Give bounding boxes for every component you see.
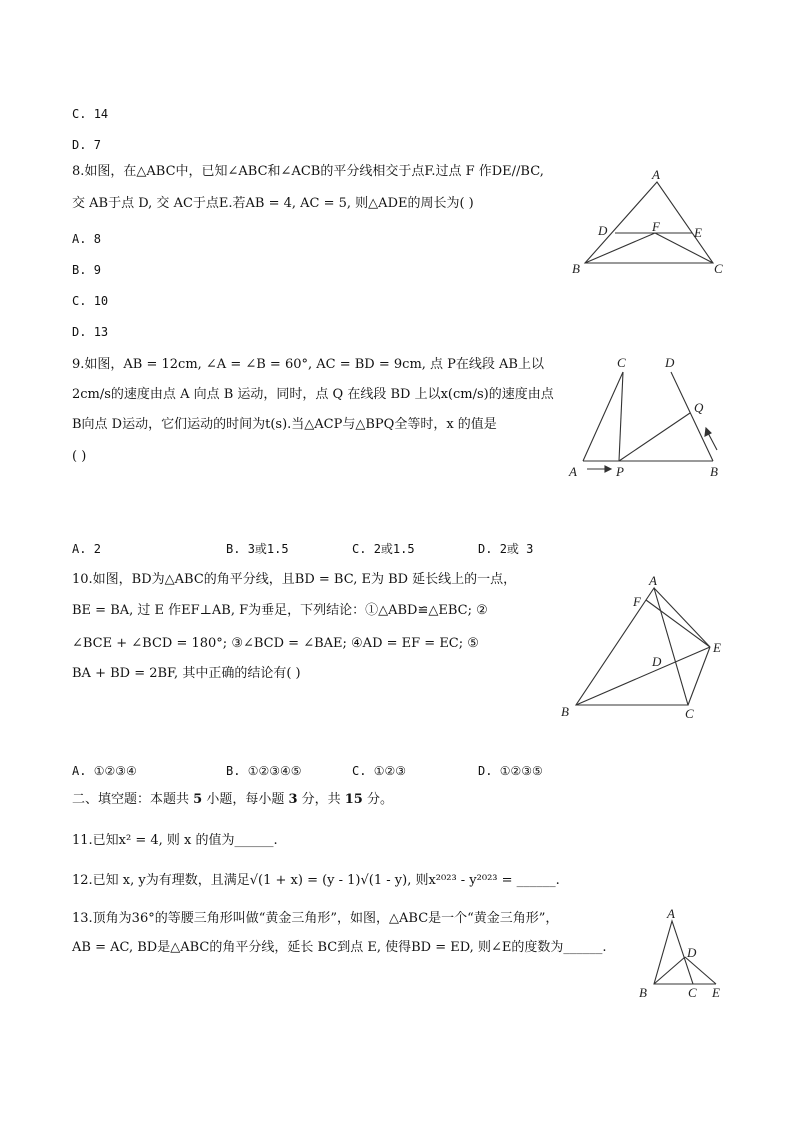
- label-b: B: [561, 704, 569, 719]
- points-each: 3: [288, 792, 298, 807]
- option-value: ①②③: [373, 764, 406, 778]
- label-q: Q: [694, 400, 704, 415]
- total-points: 15: [344, 792, 363, 807]
- q13-stem-line1: 13.顶角为36°的等腰三角形叫做“黄金三角形”，如图，△ABC是一个“黄金三角形”，: [72, 911, 559, 926]
- label-d: D: [598, 223, 608, 238]
- option-value: 7: [93, 138, 101, 152]
- option-label: D.: [72, 138, 87, 152]
- segment-ef: [646, 600, 710, 647]
- label-c: C: [685, 706, 694, 721]
- label-b: B: [639, 985, 647, 1000]
- q8-stem-line2: 交 AB于点 D, 交 AC于点E.若AB = 4, AC = 5, 则△ADE的周长为( ): [72, 196, 474, 211]
- q8-option-d: [72, 324, 108, 340]
- segment-ce: [688, 647, 710, 705]
- q10-stem-line2: BE = BA, 过 E 作EF⊥AB, F为垂足，下列结论：①△ABD≌△EBC; ②: [72, 603, 488, 618]
- segment-ac: [583, 372, 623, 461]
- q9-option-c: [352, 541, 415, 557]
- arrow-up-icon: [705, 428, 711, 436]
- label-b: B: [710, 464, 718, 479]
- label-c: C: [617, 355, 626, 370]
- q7-option-c: [72, 106, 108, 122]
- option-value: ①②③④: [93, 764, 137, 778]
- heading-text: 分。: [362, 792, 393, 807]
- q11-stem: 11.已知x² = 4, 则 x 的值为______.: [72, 833, 278, 848]
- q10-option-a: [72, 763, 137, 779]
- heading-text: 小题，每小题: [202, 792, 289, 807]
- option-label: A.: [72, 542, 87, 556]
- q9-stem-line3: B向点 D运动，它们运动的时间为t(s).当△ACP与△BPQ全等时，x 的值是: [72, 417, 497, 432]
- q8-stem-line1: 8.如图，在△ABC中，已知∠ABC和∠ACB的平分线相交于点F.过点 F 作DE//BC,: [72, 164, 544, 179]
- segment-de: [685, 957, 716, 984]
- q7-option-d: [72, 137, 101, 153]
- option-value: 14: [93, 107, 109, 121]
- option-value: 8: [93, 232, 101, 246]
- option-value: 3或1.5: [247, 542, 289, 556]
- heading-text: 二、填空题：本题共: [72, 792, 194, 807]
- label-p: P: [616, 464, 624, 479]
- section-heading-fill-in: [72, 791, 393, 809]
- q9-option-a: [72, 541, 101, 557]
- q10-stem-line3: ∠BCE + ∠BCD = 180°; ③∠BCD = ∠BAE; ④AD = EF = EC; ⑤: [72, 636, 479, 651]
- segment-bf: [585, 233, 655, 263]
- label-e: E: [712, 985, 720, 1000]
- option-value: 9: [93, 263, 101, 277]
- segment-cp: [619, 372, 623, 461]
- option-value: 10: [93, 294, 109, 308]
- option-label: D.: [72, 325, 87, 339]
- label-a: A: [569, 464, 577, 479]
- label-d: D: [652, 654, 662, 669]
- q9-option-d: [478, 541, 533, 557]
- q13-figure: [633, 905, 743, 1000]
- option-value: 2或1.5: [373, 542, 415, 556]
- label-c: C: [714, 261, 723, 276]
- label-d: D: [687, 945, 697, 960]
- label-f: F: [633, 594, 641, 609]
- option-label: C.: [72, 294, 87, 308]
- q10-stem-line1: 10.如图，BD为△ABC的角平分线，且BD = BC, E为 BD 延长线上的一点，: [72, 572, 517, 587]
- label-a: A: [667, 906, 675, 921]
- q10-option-d: [478, 763, 543, 779]
- label-f: F: [652, 219, 660, 234]
- option-label: D.: [478, 542, 493, 556]
- segment-cf: [655, 233, 713, 263]
- option-label: D.: [478, 764, 493, 778]
- q8-option-a: [72, 231, 101, 247]
- q8-option-b: [72, 262, 101, 278]
- option-label: C.: [72, 107, 87, 121]
- q9-stem-line4: ( ): [72, 449, 87, 464]
- option-value: ①②③④⑤: [247, 764, 302, 778]
- label-e: E: [713, 640, 721, 655]
- question-count: 5: [193, 792, 203, 807]
- label-b: B: [572, 261, 580, 276]
- option-label: C.: [352, 542, 367, 556]
- q12-stem: 12.已知 x, y为有理数，且满足√(1 + x) = (y - 1)√(1 - y), 则x²⁰²³ - y²⁰²³ = ______.: [72, 873, 560, 888]
- q10-option-b: [226, 763, 301, 779]
- option-label: B.: [72, 263, 87, 277]
- option-value: 2: [93, 542, 101, 556]
- arrow-right-icon: [605, 466, 611, 472]
- label-c: C: [688, 985, 697, 1000]
- option-label: B.: [226, 542, 241, 556]
- label-a: A: [649, 573, 657, 588]
- label-d: D: [665, 355, 675, 370]
- option-label: A.: [72, 232, 87, 246]
- q9-figure: [565, 350, 735, 480]
- segment-pq: [619, 413, 690, 461]
- q9-option-b: [226, 541, 289, 557]
- q10-stem-line4: BA + BD = 2BF, 其中正确的结论有( ): [72, 666, 301, 681]
- option-value: 2或 3: [499, 542, 534, 556]
- label-a: A: [652, 167, 660, 182]
- q10-figure: [555, 570, 740, 725]
- option-value: ①②③⑤: [499, 764, 543, 778]
- option-label: A.: [72, 764, 87, 778]
- option-label: B.: [226, 764, 241, 778]
- q10-option-c: [352, 763, 406, 779]
- segment-bd: [654, 957, 685, 984]
- heading-text: 分，共: [297, 792, 345, 807]
- q13-stem-line2: AB = AC, BD是△ABC的角平分线，延长 BC到点 E, 使得BD = ED, 则∠E的度数为______.: [72, 940, 607, 955]
- q9-stem-line2: 2cm/s的速度由点 A 向点 B 运动，同时，点 Q 在线段 BD 上以x(cm/s)的速度由点: [72, 387, 554, 402]
- q8-option-c: [72, 293, 108, 309]
- option-label: C.: [352, 764, 367, 778]
- q8-figure-triangle: [565, 165, 735, 280]
- segment-be: [576, 647, 710, 705]
- label-e: E: [694, 225, 702, 240]
- segment-bd: [671, 372, 713, 461]
- q9-stem-line1: 9.如图，AB = 12cm, ∠A = ∠B = 60°, AC = BD = 9cm, 点 P在线段 AB上以: [72, 357, 544, 372]
- option-value: 13: [93, 325, 109, 339]
